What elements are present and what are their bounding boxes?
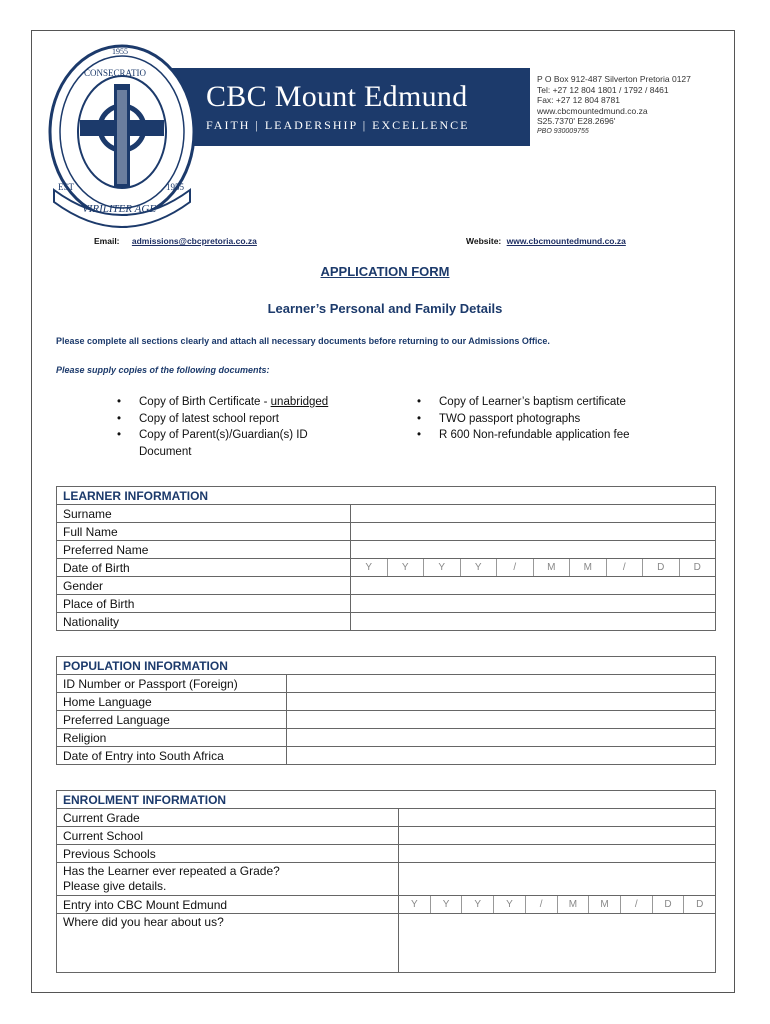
contact-website: www.cbcmountedmund.co.za (537, 105, 648, 116)
date-cell[interactable]: D (642, 559, 679, 576)
svg-text:1955: 1955 (166, 182, 184, 192)
list-item: • Copy of latest school report (115, 411, 355, 428)
section-heading: ENROLMENT INFORMATION (57, 791, 716, 809)
list-item: • Copy of Learner’s baptism certificate (415, 394, 715, 411)
instruction-text: Please complete all sections clearly and attach all necessary documents before returning to our Admissions Office. (56, 336, 550, 346)
preferred-name-field[interactable] (351, 541, 716, 559)
date-cell[interactable]: D (679, 559, 716, 576)
table-row (57, 541, 716, 559)
date-of-birth-field[interactable] (351, 559, 716, 577)
section-heading: LEARNER INFORMATION (57, 487, 716, 505)
date-cell[interactable]: M (557, 896, 589, 913)
contact-address: P O Box 912-487 Silverton Pretoria 0127 (537, 74, 691, 84)
field-label: Where did you hear about us? (57, 914, 399, 973)
svg-text:VIRILITER AGE: VIRILITER AGE (82, 203, 157, 215)
full-name-field[interactable] (351, 523, 716, 541)
date-cell[interactable]: Y (365, 562, 373, 573)
date-cell[interactable]: Y (411, 899, 418, 910)
repeated-grade-field[interactable] (399, 863, 716, 896)
home-language-field[interactable] (287, 693, 716, 711)
gender-field[interactable] (351, 577, 716, 595)
contact-fax: Fax: +27 12 804 8781 (537, 95, 620, 105)
field-label: Entry into CBC Mount Edmund (57, 896, 399, 914)
field-label: Preferred Language (57, 711, 287, 729)
table-row (57, 914, 716, 973)
table-row (57, 827, 716, 845)
email-line (94, 236, 257, 246)
form-title: APPLICATION FORM (320, 264, 450, 279)
field-label: Current School (57, 827, 399, 845)
field-label (57, 863, 399, 896)
table-row (57, 863, 716, 896)
religion-field[interactable] (287, 729, 716, 747)
heard-about-us-field[interactable] (399, 914, 716, 973)
website-link[interactable]: www.cbcmountedmund.co.za (506, 236, 626, 246)
doc-unabridged: unabridged (270, 396, 329, 408)
list-item: • TWO passport photographs (415, 411, 715, 428)
date-cell[interactable]: M (533, 559, 570, 576)
date-separator: / (620, 896, 652, 913)
date-cell[interactable]: Y (493, 896, 525, 913)
field-label: Date of Birth (57, 559, 351, 577)
repeated-grade-details-prompt: Please give details. (63, 879, 167, 893)
table-row (57, 523, 716, 541)
date-cell[interactable]: Y (430, 896, 462, 913)
contact-coordinates: S25.7370' E28.2696' (537, 116, 616, 126)
email-label: Email: (94, 236, 120, 246)
table-row (57, 559, 716, 577)
learner-information-table (56, 486, 716, 631)
school-crest-logo (44, 40, 200, 228)
form-subtitle: Learner’s Personal and Family Details (267, 301, 503, 316)
table-row (57, 577, 716, 595)
date-cell[interactable]: M (588, 896, 620, 913)
current-grade-field[interactable] (399, 809, 716, 827)
date-grid (351, 559, 715, 576)
field-label: ID Number or Passport (Foreign) (57, 675, 287, 693)
contact-pbo: PBO 930009755 (537, 127, 589, 135)
table-row (57, 896, 716, 914)
table-row (57, 729, 716, 747)
field-label: Preferred Name (57, 541, 351, 559)
doc-birth-certificate: Copy of Birth Certificate - (139, 396, 271, 408)
svg-text:1955: 1955 (112, 47, 128, 56)
place-of-birth-field[interactable] (351, 595, 716, 613)
date-separator: / (525, 896, 557, 913)
date-cell[interactable]: D (652, 896, 684, 913)
enrolment-information-table (56, 790, 716, 973)
repeated-grade-question: Has the Learner ever repeated a Grade? (63, 864, 280, 878)
nationality-field[interactable] (351, 613, 716, 631)
date-cell[interactable]: Y (460, 559, 497, 576)
list-item: • R 600 Non-refundable application fee (415, 427, 715, 444)
table-row (57, 747, 716, 765)
date-of-entry-field[interactable] (287, 747, 716, 765)
field-label: Full Name (57, 523, 351, 541)
school-motto: FAITH | LEADERSHIP | EXCELLENCE (206, 118, 470, 132)
table-row (57, 505, 716, 523)
date-separator: / (606, 559, 643, 576)
field-label: Place of Birth (57, 595, 351, 613)
id-number-field[interactable] (287, 675, 716, 693)
preferred-language-field[interactable] (287, 711, 716, 729)
table-row (57, 711, 716, 729)
population-information-table (56, 656, 716, 765)
previous-schools-field[interactable] (399, 845, 716, 863)
date-cell[interactable]: Y (423, 559, 460, 576)
svg-text:CONSECRATIO: CONSECRATIO (84, 68, 147, 78)
field-label: Date of Entry into South Africa (57, 747, 287, 765)
list-item (115, 394, 355, 411)
entry-date-field[interactable] (399, 896, 716, 914)
table-row (57, 845, 716, 863)
table-row (57, 613, 716, 631)
surname-field[interactable] (351, 505, 716, 523)
contact-block (537, 74, 691, 137)
field-label: Current Grade (57, 809, 399, 827)
contact-tel: Tel: +27 12 804 1801 / 1792 / 8461 (537, 84, 669, 95)
field-label: Religion (57, 729, 287, 747)
table-row (57, 693, 716, 711)
field-label: Previous Schools (57, 845, 399, 863)
field-label: Surname (57, 505, 351, 523)
school-name: CBC Mount Edmund (206, 80, 468, 113)
field-label: Home Language (57, 693, 287, 711)
date-cell[interactable]: M (569, 559, 606, 576)
website-line (466, 236, 626, 246)
current-school-field[interactable] (399, 827, 716, 845)
date-cell[interactable]: Y (461, 896, 493, 913)
documents-heading: Please supply copies of the following documents: (56, 365, 270, 375)
table-row (57, 675, 716, 693)
documents-list-left (115, 394, 355, 460)
email-link[interactable]: admissions@cbcpretoria.co.za (131, 236, 257, 246)
documents-list-right (415, 394, 715, 444)
date-grid (399, 896, 715, 913)
field-label: Gender (57, 577, 351, 595)
table-row (57, 595, 716, 613)
table-row (57, 809, 716, 827)
website-label: Website: (466, 236, 502, 246)
section-heading: POPULATION INFORMATION (57, 657, 716, 675)
svg-text:EST: EST (58, 182, 75, 192)
list-item: • Copy of Parent(s)/Guardian(s) ID Document (115, 427, 355, 460)
date-cell[interactable]: Y (387, 559, 424, 576)
date-cell[interactable]: D (683, 896, 715, 913)
field-label: Nationality (57, 613, 351, 631)
date-separator: / (496, 559, 533, 576)
